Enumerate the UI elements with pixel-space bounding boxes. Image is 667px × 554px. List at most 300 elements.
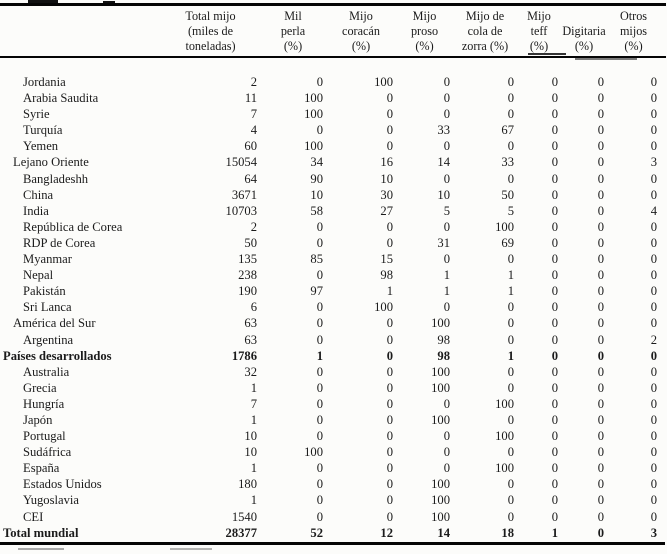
row-label: Jordania [23,75,66,89]
column-header-proso: Mijo proso (%) [410,9,439,53]
column-header-digitaria: Digitaria (%) [562,24,606,53]
cell-value: 100 [304,91,323,106]
cell-value: 0 [386,364,393,379]
cell-value: 0 [386,429,393,444]
table-row [1,476,660,492]
cell-value: 10 [437,187,450,202]
cell-value: 0 [597,429,604,444]
cell-value: 1 [386,284,393,299]
cell-value: 0 [597,461,604,476]
cell-value: 0 [650,219,657,234]
cell-value: 0 [597,493,604,508]
cell-value: 0 [650,171,657,186]
cell-value: 0 [507,75,514,89]
cell-value: 0 [597,219,604,234]
cell-value: 0 [386,380,393,395]
cell-value: 0 [650,139,657,154]
cell-value: 0 [507,380,514,395]
cell-value: 2 [650,332,657,347]
cell-value: 0 [650,493,657,508]
table-row [1,122,660,138]
cell-value: 0 [597,235,604,250]
row-label: República de Corea [23,219,123,234]
cell-value: 0 [551,316,558,331]
cell-value: 0 [597,155,604,170]
cell-value: 0 [316,300,323,315]
cell-value: 0 [597,91,604,106]
cell-value: 238 [238,268,257,283]
cell-value: 0 [316,219,323,234]
cell-value: 0 [551,300,558,315]
cell-value: 0 [597,477,604,492]
table-row [1,332,660,348]
table-row [1,203,660,219]
cell-value: 0 [507,332,514,347]
cell-value: 100 [431,509,450,524]
cell-value: 0 [443,107,450,122]
cell-value: 0 [551,461,558,476]
row-label: Hungría [23,396,65,411]
cell-value: 0 [551,348,558,363]
cell-value: 0 [386,348,393,363]
row-label: Arabia Saudita [23,91,99,106]
cell-value: 0 [386,461,393,476]
cell-value: 0 [597,396,604,411]
cell-value: 0 [650,123,657,138]
table-row [1,444,660,460]
row-label: Pakistán [23,284,66,299]
cell-value: 7 [250,107,257,122]
cell-value: 0 [507,252,514,267]
row-label: Sudáfrica [23,445,72,460]
cell-value: 100 [304,139,323,154]
cell-value: 0 [551,107,558,122]
cell-value: 0 [597,316,604,331]
cell-value: 0 [443,445,450,460]
cell-value: 0 [316,316,323,331]
cell-value: 69 [501,235,514,250]
cell-value: 100 [374,75,393,89]
cell-value: 100 [304,445,323,460]
cell-value: 0 [597,252,604,267]
cell-value: 0 [650,107,657,122]
cell-value: 0 [316,429,323,444]
cell-value: 15054 [225,155,257,170]
cell-value: 0 [443,91,450,106]
scan-artifact [18,548,64,550]
row-label: Bangladeshh [23,171,89,186]
cell-value: 0 [551,364,558,379]
cell-value: 0 [650,268,657,283]
cell-value: 0 [386,493,393,508]
cell-value: 0 [507,364,514,379]
cell-value: 0 [650,252,657,267]
cell-value: 0 [551,493,558,508]
cell-value: 0 [507,171,514,186]
cell-value: 0 [650,91,657,106]
cell-value: 18 [501,525,514,540]
cell-value: 0 [386,219,393,234]
cell-value: 0 [443,219,450,234]
cell-value: 28377 [225,525,257,540]
table-row [1,460,660,476]
cell-value: 98 [380,268,393,283]
cell-value: 100 [431,493,450,508]
cell-value: 98 [437,348,450,363]
cell-value: 0 [551,75,558,89]
cell-value: 0 [507,300,514,315]
cell-value: 1 [507,348,514,363]
cell-value: 3 [650,525,657,540]
cell-value: 4 [250,123,257,138]
cell-value: 0 [507,316,514,331]
cell-value: 0 [597,332,604,347]
cell-value: 0 [597,364,604,379]
cell-value: 0 [386,445,393,460]
table-row [1,525,660,541]
cell-value: 1 [443,284,450,299]
scan-artifact [170,548,212,550]
cell-value: 0 [316,332,323,347]
bottom-rule [0,542,665,545]
cell-value: 63 [244,316,257,331]
cell-value: 0 [316,75,323,89]
cell-value: 1 [443,268,450,283]
cell-value: 1 [250,412,257,427]
table-row [1,267,660,283]
cell-value: 7 [250,396,257,411]
cell-value: 0 [597,203,604,218]
cell-value: 60 [244,139,257,154]
cell-value: 0 [386,139,393,154]
cell-value: 27 [380,203,393,218]
table-row [1,106,660,122]
cell-value: 0 [650,75,657,89]
cell-value: 0 [507,107,514,122]
cell-value: 100 [431,380,450,395]
table-row [1,492,660,508]
cell-value: 1 [250,380,257,395]
row-label: Nepal [23,268,54,283]
cell-value: 0 [650,348,657,363]
table-row [1,315,660,331]
cell-value: 10 [244,429,257,444]
cell-value: 0 [650,300,657,315]
cell-value: 5 [507,203,514,218]
table-row [1,235,660,251]
cell-value: 0 [551,509,558,524]
row-label: Países desarrollados [3,348,112,363]
cell-value: 0 [386,332,393,347]
scan-artifact [103,1,115,3]
table-row [1,396,660,412]
cell-value: 0 [551,219,558,234]
spacer-row [1,57,660,74]
cell-value: 0 [650,235,657,250]
cell-value: 0 [597,380,604,395]
cell-value: 0 [597,171,604,186]
cell-value: 0 [597,525,604,540]
column-header-coracan: Mijo coracán (%) [342,9,380,53]
cell-value: 0 [507,412,514,427]
cell-value: 0 [551,412,558,427]
cell-value: 0 [386,316,393,331]
cell-value: 0 [597,509,604,524]
cell-value: 0 [316,477,323,492]
cell-value: 100 [304,107,323,122]
cell-value: 0 [551,171,558,186]
cell-value: 3671 [231,187,257,202]
cell-value: 90 [310,171,323,186]
cell-value: 0 [597,445,604,460]
cell-value: 0 [551,445,558,460]
cell-value: 0 [386,477,393,492]
cell-value: 0 [386,235,393,250]
cell-value: 10 [310,187,323,202]
cell-value: 135 [238,252,257,267]
cell-value: 0 [650,412,657,427]
cell-value: 0 [507,91,514,106]
header-rule [0,56,666,58]
cell-value: 0 [443,396,450,411]
cell-value: 0 [650,396,657,411]
header-row [1,6,660,57]
cell-value: 0 [551,477,558,492]
table-row [1,187,660,203]
cell-value: 0 [316,123,323,138]
table-row [1,428,660,444]
millet-production-table [1,6,660,541]
cell-value: 10 [244,445,257,460]
cell-value: 100 [431,316,450,331]
table-row [1,380,660,396]
cell-value: 0 [597,284,604,299]
row-label: Lejano Oriente [13,155,89,170]
cell-value: 1 [507,268,514,283]
table-row [1,219,660,235]
cell-value: 31 [437,235,450,250]
table-row [1,251,660,267]
cell-value: 0 [386,412,393,427]
cell-value: 100 [374,300,393,315]
cell-value: 3 [650,155,657,170]
cell-value: 33 [501,155,514,170]
table-row [1,364,660,380]
table-row [1,74,660,90]
cell-value: 0 [551,203,558,218]
table-row [1,90,660,106]
cell-value: 14 [437,155,450,170]
cell-value: 0 [386,91,393,106]
row-label: América del Sur [13,316,96,331]
cell-value: 0 [551,284,558,299]
cell-value: 0 [316,396,323,411]
cell-value: 0 [597,300,604,315]
cell-value: 98 [437,332,450,347]
column-header-mil-perla: Mil perla (%) [280,9,306,53]
scan-artifact [575,58,637,60]
cell-value: 0 [597,412,604,427]
cell-value: 12 [380,525,393,540]
row-label: Syrie [23,107,50,122]
cell-value: 0 [316,509,323,524]
table-row [1,412,660,428]
cell-value: 1 [250,493,257,508]
row-label: Estados Unidos [23,477,102,492]
cell-value: 4 [650,203,657,218]
cell-value: 0 [551,91,558,106]
row-label: Turquía [23,123,63,138]
cell-value: 0 [386,107,393,122]
row-label: China [23,187,54,202]
column-header-teff: Mijo teff (%) [527,9,551,53]
cell-value: 0 [316,235,323,250]
cell-value: 0 [650,429,657,444]
cell-value: 34 [310,155,323,170]
row-label: Total mundial [3,525,79,540]
cell-value: 0 [316,380,323,395]
cell-value: 1786 [231,348,257,363]
cell-value: 100 [431,477,450,492]
cell-value: 0 [650,477,657,492]
cell-value: 100 [495,461,514,476]
cell-value: 0 [597,75,604,89]
cell-value: 0 [443,252,450,267]
cell-value: 0 [650,284,657,299]
row-label: Grecia [23,380,57,395]
table-row [1,138,660,154]
cell-value: 0 [316,364,323,379]
row-label: RDP de Corea [23,235,96,250]
column-header-otros: Otros mijos (%) [619,9,648,53]
cell-value: 1 [316,348,323,363]
cell-value: 0 [597,268,604,283]
table-row [1,348,660,364]
cell-value: 0 [650,187,657,202]
cell-value: 0 [316,412,323,427]
scan-artifact [28,0,58,3]
cell-value: 0 [316,268,323,283]
cell-value: 0 [386,396,393,411]
cell-value: 2 [250,75,257,89]
cell-value: 0 [443,75,450,89]
cell-value: 100 [495,219,514,234]
cell-value: 0 [551,155,558,170]
cell-value: 0 [551,235,558,250]
cell-value: 0 [551,429,558,444]
cell-value: 97 [310,284,323,299]
cell-value: 0 [597,107,604,122]
cell-value: 0 [443,139,450,154]
cell-value: 52 [310,525,323,540]
row-label: Australia [23,364,70,379]
cell-value: 2 [250,219,257,234]
column-header-country [1,6,161,57]
cell-value: 0 [551,123,558,138]
row-label: España [23,461,60,476]
cell-value: 0 [551,396,558,411]
cell-value: 15 [380,252,393,267]
cell-value: 0 [597,348,604,363]
cell-value: 6 [250,300,257,315]
row-label: CEI [23,509,44,524]
cell-value: 0 [443,461,450,476]
cell-value: 0 [386,123,393,138]
cell-value: 67 [501,123,514,138]
cell-value: 0 [551,139,558,154]
row-label: Japón [23,412,53,427]
cell-value: 85 [310,252,323,267]
cell-value: 30 [380,187,393,202]
cell-value: 0 [507,509,514,524]
cell-value: 100 [431,364,450,379]
cell-value: 0 [551,332,558,347]
cell-value: 100 [495,429,514,444]
cell-value: 0 [650,461,657,476]
cell-value: 190 [238,284,257,299]
cell-value: 1 [507,284,514,299]
row-label: India [23,203,49,218]
cell-value: 32 [244,364,257,379]
table-row [1,283,660,299]
cell-value: 0 [650,380,657,395]
cell-value: 0 [650,316,657,331]
column-header-total: Total mijo (miles de toneladas) [185,9,236,53]
table-body [1,57,660,541]
cell-value: 0 [443,171,450,186]
cell-value: 0 [443,300,450,315]
cell-value: 50 [501,187,514,202]
cell-value: 0 [551,380,558,395]
cell-value: 0 [507,445,514,460]
row-label: Myanmar [23,252,72,267]
cell-value: 0 [443,429,450,444]
cell-value: 100 [431,412,450,427]
cell-value: 11 [244,91,257,106]
cell-value: 0 [551,268,558,283]
table-row [1,154,660,170]
cell-value: 100 [495,396,514,411]
table-row [1,299,660,315]
row-label: Argentina [23,332,74,347]
cell-value: 50 [244,235,257,250]
cell-value: 0 [386,509,393,524]
cell-value: 10 [380,171,393,186]
cell-value: 14 [437,525,450,540]
cell-value: 5 [443,203,450,218]
cell-value: 0 [597,123,604,138]
cell-value: 0 [650,364,657,379]
cell-value: 0 [316,493,323,508]
row-label: Yemen [23,139,59,154]
cell-value: 0 [551,187,558,202]
cell-value: 0 [316,461,323,476]
cell-value: 0 [551,252,558,267]
cell-value: 33 [437,123,450,138]
cell-value: 10703 [225,203,257,218]
cell-value: 0 [597,187,604,202]
cell-value: 180 [238,477,257,492]
column-header-cola-zorra: Mijo de cola de zorra (%) [461,9,509,53]
cell-value: 1 [551,525,558,540]
cell-value: 0 [507,139,514,154]
cell-value: 1540 [231,509,257,524]
cell-value: 64 [244,171,257,186]
row-label: Sri Lanca [23,300,72,315]
cell-value: 16 [380,155,393,170]
row-label: Yugoslavia [23,493,79,508]
cell-value: 63 [244,332,257,347]
